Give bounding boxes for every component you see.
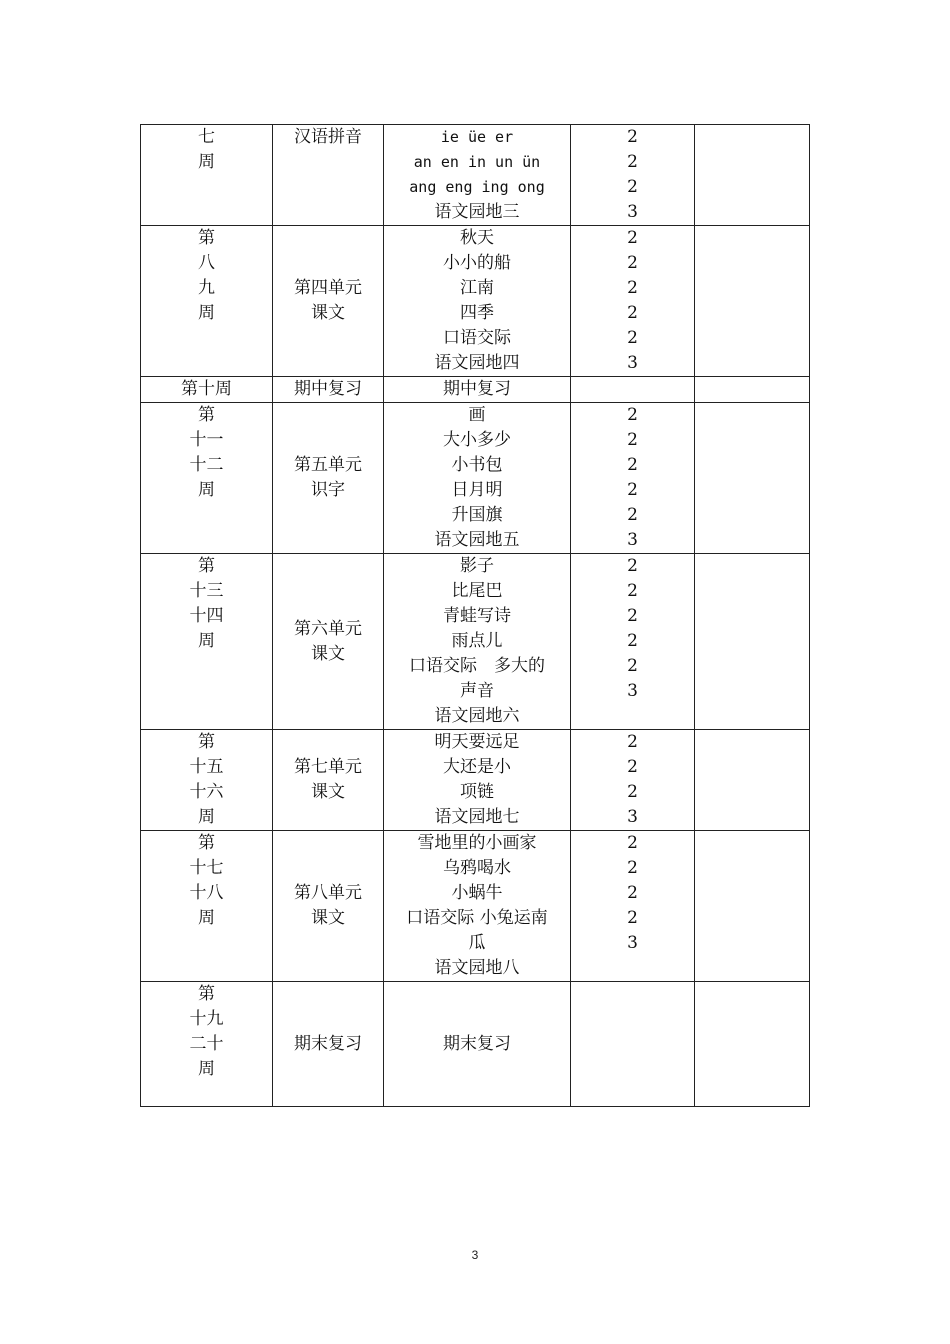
content-cell-line: 期中复习 [443,379,511,399]
hours-cell [571,403,695,554]
week-cell [141,377,273,403]
hours-cell-line: 2 [627,883,638,903]
hours-cell-line: 3 [627,933,638,953]
hours-cell-line: 2 [627,152,638,172]
hours-cell-line: 2 [627,177,638,197]
unit-cell-line: 第六单元 [294,618,362,639]
week-cell [141,125,273,226]
notes-cell [695,403,810,554]
week-cell [141,403,273,554]
notes-cell [695,377,810,403]
unit-cell-line: 第四单元 [294,278,362,298]
unit-cell-line: 课文 [311,643,345,664]
content-cell-line: 四季 [460,303,494,323]
week-cell-line: 十一 [189,430,224,450]
content-cell-line: 乌鸦喝水 [443,858,511,878]
content-cell-line: 声音 [460,681,494,701]
content-cell-line: 大还是小 [443,757,511,777]
hours-cell-line: 2 [627,782,638,802]
hours-cell-line: 2 [627,480,638,500]
week-cell-line: 十三 [189,581,224,601]
content-cell-line: 口语交际 小兔运南 [406,908,548,928]
unit-cell-line: 期中复习 [294,379,362,399]
hours-cell-line: 2 [627,430,638,450]
content-cell-line: 语文园地八 [434,958,520,978]
table-row [141,982,810,1107]
hours-cell-line: 2 [627,278,638,298]
hours-cell [571,226,695,377]
week-cell [141,982,273,1107]
hours-cell-line: 3 [627,202,638,222]
week-cell-line: 周 [198,908,215,928]
hours-cell-line: 2 [627,581,638,601]
content-cell-line: 大小多少 [443,430,511,450]
schedule-table-body [141,125,810,1107]
content-cell [384,730,571,831]
hours-cell [571,554,695,730]
week-cell-line: 第 [198,556,215,576]
content-cell-line: 项链 [460,782,494,802]
hours-cell-line: 2 [627,757,638,777]
week-cell-line: 第 [198,228,215,248]
page-number: 3 [471,1248,479,1262]
week-cell-line: 第十周 [181,379,232,399]
hours-cell-line: 2 [627,328,638,348]
content-cell [384,554,571,730]
table-row [141,125,810,226]
content-cell-line: an en in un ün [413,153,541,171]
unit-cell-line: 第八单元 [294,883,362,903]
week-cell [141,831,273,982]
content-cell-line: 口语交际 多大的 [409,656,545,676]
content-cell-line: 语文园地六 [434,706,520,726]
content-cell-line: 语文园地七 [434,807,520,827]
hours-cell-line: 2 [627,908,638,928]
content-cell [384,377,571,403]
content-cell-line: 比尾巴 [451,581,503,601]
hours-cell-line: 3 [627,353,638,373]
hours-cell-line: 2 [627,253,638,273]
hours-cell [571,831,695,982]
unit-cell [273,982,384,1107]
unit-cell [273,377,384,403]
content-cell-line: 雨点儿 [451,631,503,651]
table-row [141,831,810,982]
unit-cell-line: 识字 [311,480,345,500]
content-cell-line: 语文园地四 [434,353,520,373]
hours-cell-line: 2 [627,606,638,626]
week-cell-line: 周 [198,480,215,500]
unit-cell-line: 课文 [311,908,345,928]
content-cell-line: ang eng ing ong [409,178,545,196]
week-cell-line: 十四 [189,606,224,626]
content-cell-line: 升国旗 [451,505,503,525]
week-cell-line: 第 [198,984,215,1004]
content-cell-line: 画 [468,405,486,425]
unit-cell-line: 第五单元 [294,455,362,475]
hours-cell-line: 2 [627,303,638,323]
content-cell-line: 秋天 [460,228,494,248]
week-cell-line: 十六 [189,782,224,802]
table-row [141,554,810,730]
week-cell-line: 十七 [189,858,224,878]
content-cell-line: 小小的船 [443,253,511,273]
hours-cell-line: 2 [627,505,638,525]
content-cell [384,403,571,554]
week-cell-line: 二十 [189,1034,224,1054]
table-row [141,730,810,831]
content-cell-line: 期末复习 [443,1033,511,1054]
week-cell [141,554,273,730]
unit-cell-line: 汉语拼音 [294,127,362,147]
content-cell-line: 语文园地三 [434,202,520,222]
week-cell-line: 第 [198,732,215,752]
unit-cell-line: 第七单元 [294,757,362,777]
hours-cell [571,125,695,226]
week-cell-line: 第 [198,405,215,425]
content-cell [384,831,571,982]
week-cell-line: 周 [198,807,215,827]
week-cell-line: 周 [198,152,215,172]
week-cell-line: 十五 [189,757,224,777]
notes-cell [695,982,810,1107]
table-row [141,377,810,403]
hours-cell-line: 2 [627,858,638,878]
week-cell-line: 十九 [189,1009,224,1029]
content-cell-line: 小书包 [451,455,503,475]
hours-cell-line: 2 [627,228,638,248]
schedule-table [140,124,810,1107]
unit-cell [273,730,384,831]
hours-cell-line: 2 [627,455,638,475]
content-cell-line: 口语交际 [443,328,511,348]
content-cell [384,125,571,226]
hours-cell-line: 2 [627,732,638,752]
hours-cell-line: 2 [627,833,638,853]
unit-cell [273,554,384,730]
week-cell-line: 八 [198,253,215,273]
notes-cell [695,125,810,226]
content-cell-line: 小蜗牛 [451,883,503,903]
week-cell [141,226,273,377]
content-cell-line: 语文园地五 [434,530,520,550]
content-cell-line: 明天要远足 [434,732,520,752]
hours-cell-line: 3 [627,807,638,827]
hours-cell-line: 2 [627,127,638,147]
week-cell-line: 十八 [189,883,224,903]
unit-cell-line: 期末复习 [294,1033,362,1054]
unit-cell [273,125,384,226]
content-cell-line: 日月明 [451,480,503,500]
hours-cell-line: 2 [627,405,638,425]
unit-cell [273,831,384,982]
content-cell [384,226,571,377]
hours-cell-line: 2 [627,656,638,676]
week-cell-line: 第 [198,833,215,853]
unit-cell-line: 课文 [311,782,345,802]
week-cell-line: 周 [198,1059,215,1079]
content-cell-line: 瓜 [468,933,486,953]
table-row [141,226,810,377]
week-cell-line: 十二 [189,455,224,475]
hours-cell-line: 3 [627,681,638,701]
content-cell-line: 青蛙写诗 [443,606,511,626]
week-cell-line: 七 [198,127,215,147]
week-cell-line: 周 [198,631,215,651]
notes-cell [695,831,810,982]
week-cell-line: 九 [198,278,215,298]
hours-cell-line: 2 [627,631,638,651]
week-cell-line: 周 [198,303,215,323]
content-cell [384,982,571,1107]
hours-cell-line: 3 [627,530,638,550]
hours-cell [571,377,695,403]
notes-cell [695,730,810,831]
hours-cell [571,730,695,831]
content-cell-line: ie üe er [440,128,514,146]
table-row [141,403,810,554]
notes-cell [695,554,810,730]
content-cell-line: 影子 [460,556,494,576]
hours-cell [571,982,695,1107]
unit-cell [273,226,384,377]
hours-cell-line: 2 [627,556,638,576]
content-cell-line: 雪地里的小画家 [417,833,537,853]
unit-cell [273,403,384,554]
unit-cell-line: 课文 [311,303,345,323]
notes-cell [695,226,810,377]
content-cell-line: 江南 [460,278,494,298]
week-cell [141,730,273,831]
